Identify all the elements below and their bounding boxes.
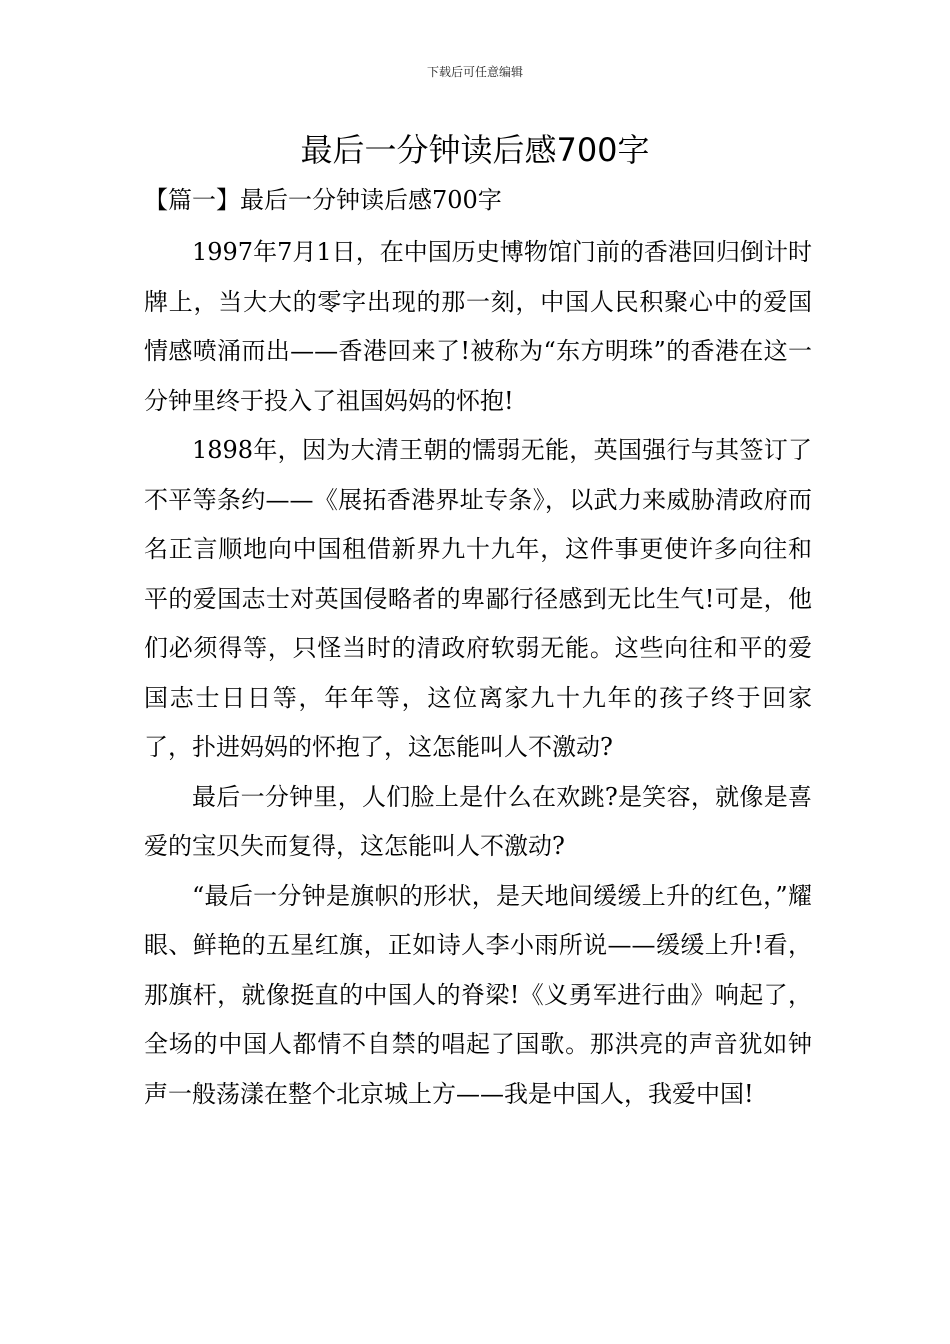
paragraph-2: 1898年，因为大清王朝的懦弱无能，英国强行与其签订了不平等条约——《展拓香港界址专条》，以武力来威胁清政府而名正言顺地向中国租借新界九十九年，这件事更使许多向往和平的爱国志士对英国侵略者的卑鄙行径感到无比生气!可是，他们必须得等，只怪当时的清政府软弱无能。这些向往和平的爱国志士日日等，年年等，这位离家九十九年的孩子终于回家了，扑进妈妈的怀抱了，这怎能叫人不激动? [144, 436, 812, 761]
paragraph-3: 最后一分钟里，人们脸上是什么在欢跳?是笑容，就像是喜爱的宝贝失而复得，这怎能叫人不激动? [144, 782, 812, 860]
header-note: 下载后可任意编辑 [426, 65, 523, 79]
paragraph-1: 1997年7月1日，在中国历史博物馆门前的香港回归倒计时牌上，当大大的零字出现的那一刻，中国人民积聚心中的爱国情感喷涌而出——香港回来了!被称为“东方明珠”的香港在这一分钟里终于投入了祖国妈妈的怀抱! [144, 238, 812, 415]
paragraph-4: “最后一分钟是旗帜的形状，是天地间缓缓上升的红色，”耀眼、鲜艳的五星红旗，正如诗人李小雨所说——缓缓上升!看，那旗杆，就像挺直的中国人的脊梁!《义勇军进行曲》响起了，全场的中国人都情不自禁的唱起了国歌。那洪亮的声音犹如钟声一般荡漾在整个北京城上方——我是中国人，我爱中国! [144, 881, 812, 1108]
section-heading: 【篇一】最后一分钟读后感700字 [144, 186, 502, 214]
document-body [144, 228, 812, 1119]
document-title: 最后一分钟读后感700字 [300, 131, 650, 169]
